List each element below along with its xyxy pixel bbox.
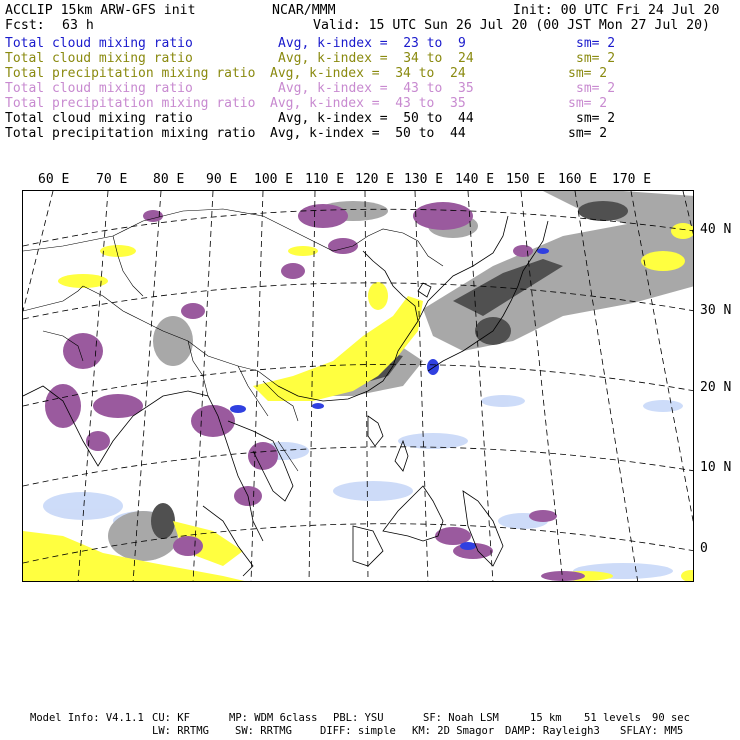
field-avg: Avg, k-index = 23 to 9 [278, 36, 466, 51]
footer-sw: SW: RRTMG [235, 725, 292, 737]
lat-label: 10 N [700, 460, 732, 475]
footer-cu: CU: KF [152, 712, 190, 724]
field-sm: sm= 2 [568, 96, 608, 111]
field-name: Total precipitation mixing ratio [5, 126, 256, 141]
lat-label: 20 N [700, 380, 732, 395]
field-avg: Avg, k-index = 43 to 35 [270, 96, 466, 111]
footer-timestep: 90 sec [652, 712, 690, 724]
footer-damp: DAMP: Rayleigh3 [505, 725, 600, 737]
field-name: Total precipitation mixing ratio [5, 96, 256, 111]
field-sm: sm= 2 [576, 36, 616, 51]
header-org: NCAR/MMM [272, 3, 336, 18]
field-name: Total cloud mixing ratio [5, 51, 193, 66]
lon-label: 70 E [96, 172, 128, 187]
map-canvas [23, 191, 694, 582]
lon-label: 160 E [558, 172, 598, 187]
field-sm: sm= 2 [568, 66, 608, 81]
lon-label: 120 E [355, 172, 395, 187]
footer-lw: LW: RRTMG [152, 725, 209, 737]
lon-label: 170 E [612, 172, 652, 187]
field-sm: sm= 2 [576, 51, 616, 66]
field-sm: sm= 2 [576, 111, 616, 126]
lon-label: 130 E [404, 172, 444, 187]
lat-label: 0 [700, 541, 708, 556]
footer-pbl: PBL: YSU [333, 712, 384, 724]
field-name: Total cloud mixing ratio [5, 36, 193, 51]
header-title: ACCLIP 15km ARW-GFS init [5, 3, 196, 18]
footer-sflay: SFLAY: MM5 [620, 725, 684, 737]
header-fcst-label: Fcst: [5, 18, 45, 33]
header-fcst-value: 63 h [62, 18, 94, 33]
field-avg: Avg, k-index = 34 to 24 [278, 51, 474, 66]
lon-label: 100 E [254, 172, 294, 187]
lon-label: 110 E [305, 172, 345, 187]
field-name: Total precipitation mixing ratio [5, 66, 256, 81]
field-sm: sm= 2 [576, 81, 616, 96]
field-avg: Avg, k-index = 50 to 44 [278, 111, 474, 126]
field-avg: Avg, k-index = 34 to 24 [270, 66, 466, 81]
footer-model-info: Model Info: V4.1.1 [30, 712, 144, 724]
field-sm: sm= 2 [568, 126, 608, 141]
field-name: Total cloud mixing ratio [5, 81, 193, 96]
field-avg: Avg, k-index = 43 to 35 [278, 81, 474, 96]
lon-label: 140 E [455, 172, 495, 187]
footer-mp: MP: WDM 6class [229, 712, 318, 724]
lon-label: 90 E [206, 172, 238, 187]
header-valid: Valid: 15 UTC Sun 26 Jul 20 (00 JST Mon 27 Jul 20) [313, 18, 710, 33]
footer-sf: SF: Noah LSM [423, 712, 499, 724]
field-avg: Avg, k-index = 50 to 44 [270, 126, 466, 141]
lon-label: 150 E [506, 172, 546, 187]
header-init: Init: 00 UTC Fri 24 Jul 20 [513, 3, 720, 18]
lon-label: 60 E [38, 172, 70, 187]
field-name: Total cloud mixing ratio [5, 111, 193, 126]
map-panel [22, 190, 694, 582]
footer-levels: 51 levels [584, 712, 641, 724]
lon-label: 80 E [153, 172, 185, 187]
lat-label: 30 N [700, 303, 732, 318]
lat-label: 40 N [700, 222, 732, 237]
footer-km: KM: 2D Smagor [412, 725, 495, 737]
footer-resolution: 15 km [530, 712, 562, 724]
footer-diff: DIFF: simple [320, 725, 396, 737]
